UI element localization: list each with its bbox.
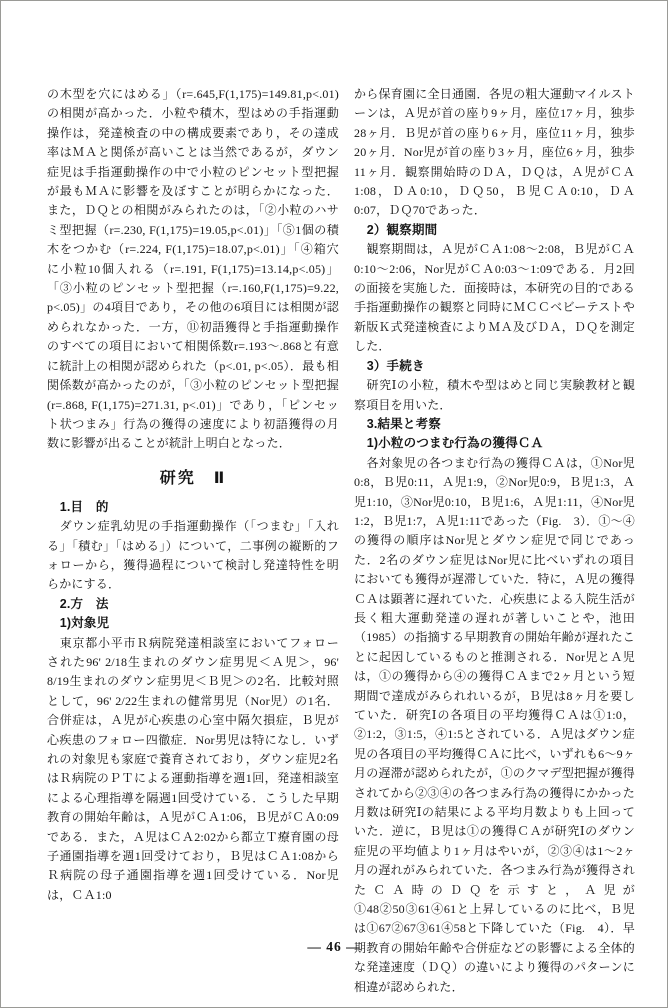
- results-sub-heading: 1)小粒のつまむ行為の獲得ＣＡ: [354, 436, 544, 451]
- observation-period-paragraph: 観察期間は，Ａ児がＣＡ1:08〜2:08，Ｂ児がＣＡ0:10〜2:06，Nor児がＣＡ0:03〜1:09である．月2回の面接を実施した．面接時は，本研究の目的である手指運動操作の観察と同時にＭＣＣベビーテストや新版Ｋ式発達検査によりＭＡ及びＤＡ，ＤＱを測定した．: [354, 242, 635, 354]
- procedure-paragraph: 研究Ⅰの小粒，積木や型はめと同じ実験教材と観察項目を用いた．: [354, 378, 635, 412]
- results-paragraph: 各対象児の各つまむ行為の獲得ＣＡは，①Nor児0:8，Ｂ児0:11，Ａ児1:9，②Nor児0:9，Ｂ児1:3，Ａ児1:10，③Nor児0:10，Ｂ児1:6，Ａ児1:11，④Nor児1:2，Ｂ児1:7，Ａ児1:11であった（Fig. 3）．①〜④の獲得の順序はNor児とダウン症児で同じであった．2名のダウン症児はNor児に比べいずれの項目においても獲得が遅滞していた．特に，Ａ児の獲得ＣＡは顕著に遅れていた．心疾患による入院生活が長く粗大運動発達の遅れが著しいことや，池田（1985）の指摘する早期教育の開始年齢が遅れたことに起因しているものと推測される．Nor児とＡ児は，①の獲得から④の獲得ＣＡまで2ヶ月という短期間で達成がみられれいるが，Ｂ児は8ヶ月を要していた．研究Ⅰの各項目の平均獲得ＣＡは①1:0，②1:2，③1:5，④1:5とされている．Ａ児はダウン症児の各項目の平均獲得ＣＡに比べ，いずれも6〜9ヶ月の遅滞が認められたが，①のクマデ型把握が獲得されてから②③④の各つまみ行為の獲得にかかった月数は研究Ⅰの結果による平均月数よりも上回っていた．逆に，Ｂ児は①の獲得ＣＡが研究Ⅰのダウン症児の平均値より1ヶ月はやいが，②③④は1〜2ヶ月の遅れがみられていた．各つまみ行為が獲得されたＣＡ時のＤＱを示すと，Ａ児が①48②50③61④61と上昇しているのに比べ，Ｂ児は①67②67③61④58と下降していた（Fig. 4）．早期教育の開始年齢や合併症などの影響による全体的な発達速度（ＤＱ）の違いにより獲得のパターンに相違が認められた．: [354, 455, 636, 994]
- observation-period-heading: 2）観察期間: [354, 222, 438, 237]
- subjects-heading: 1)対象児: [47, 616, 110, 631]
- study2-section-title: 研究 Ⅱ: [159, 469, 227, 487]
- right-column: [354, 85, 635, 997]
- subjects-paragraph: 東京都小平市Ｒ病院発達相談室においてフォローされた96' 2/18生まれのダウン症男児＜Ａ児＞，96' 8/19生まれのダウン症男児＜Ｂ児＞の2名．比較対照として，96' 2/22生まれの健常男児（Nor児）の1名．合併症は，Ａ児が心疾患の心室中隔欠損症，Ｂ児が心疾患のフォロー四徹症．Nor男児は特になし．いずれの対象児も家庭で養育されており，ダウン症児2名はＲ病院のＰＴによる運動指導を週1回，発達相談室による心理指導を隔週1回受けている．こうした早期教育の開始年齢は，Ａ児がＣＡ1:06，Ｂ児がＣＡ0:09である．また，Ａ児はＣＡ2:02から都立Ｔ療育園の母子通園指導を週1回受けており，Ｂ児はＣＡ1:08からＲ病院の母子通園指導を週1回受けている．Nor児は，ＣＡ1:0: [47, 635, 339, 902]
- carryover-paragraph: の木型を穴にはめる」（r=.645,F(1,175)=149.81,p<.01)の相関が高かった．小粒や積木，型はめの手指運動操作は，発達検査の中の構成要素であり，その達成率はＭＡと関係が高いことは当然であるが，ダウン症児は手指運動操作の中で小粒のピンセット型把握が最もＭＡに影響を及ぼすことが明らかになった．また，ＤＱとの相関がみられたのは，「②小粒のハサミ型把握（r=.230, F(1,175)=19.05,p<.01)」「⑤1個の積木をつかむ（r=.224, F(1,175)=18.07,p<.01)」「④箱穴に小粒10個入れる（r=.191, F(1,175)=13.14,p<.05)」「③小粒のピンセット型把握（r=.160,F(1,175)=9.22, p<.05)」の4項目であり，その他の6項目には相関が認められなかった．一方，⑪初語獲得と手指運動操作のすべての項目において相関係数r=.193〜.868と有意に統計上の相関が認められた（p<.01, p<.05）．最も相関係数が高かったのが，「③小粒のピンセット型把握(r=.868, F(1,175)=271.31, p<.01)」であり，「ピンセット状つまみ」行為の獲得の速度により初語獲得の月数に影響が出ることが統計上明白となった．: [47, 87, 339, 451]
- purpose-heading: 1.目 的: [47, 499, 109, 514]
- two-column-content: [47, 85, 635, 997]
- milestones-paragraph: から保育園に全日通園．各児の粗大運動マイルストーンは，Ａ児が首の座り9ヶ月，座位17ヶ月，独歩28ヶ月．Ｂ児が首の座り6ヶ月，座位11ヶ月，独歩20ヶ月．Nor児が首の座り3ヶ月，座位6ヶ月，独歩11ヶ月．観察開始時のＤＡ，ＤＱは，Ａ児がＣＡ1:08，ＤＡ0:10，ＤＱ50，Ｂ児ＣＡ0:10，ＤＡ0:07，ＤＱ70であった．: [354, 87, 635, 218]
- left-column: [47, 85, 339, 997]
- purpose-paragraph: ダウン症乳幼児の手指運動操作（「つまむ」「入れる」「積む」「はめる」）について，二事例の縦断的フォローから，獲得過程について検討し発達特性を明らかにする．: [47, 519, 339, 592]
- procedure-heading: 3）手続き: [354, 358, 425, 373]
- results-heading: 3.結果と考察: [354, 416, 442, 431]
- page-number: — 46 —: [307, 939, 361, 954]
- method-heading: 2.方 法: [47, 596, 109, 611]
